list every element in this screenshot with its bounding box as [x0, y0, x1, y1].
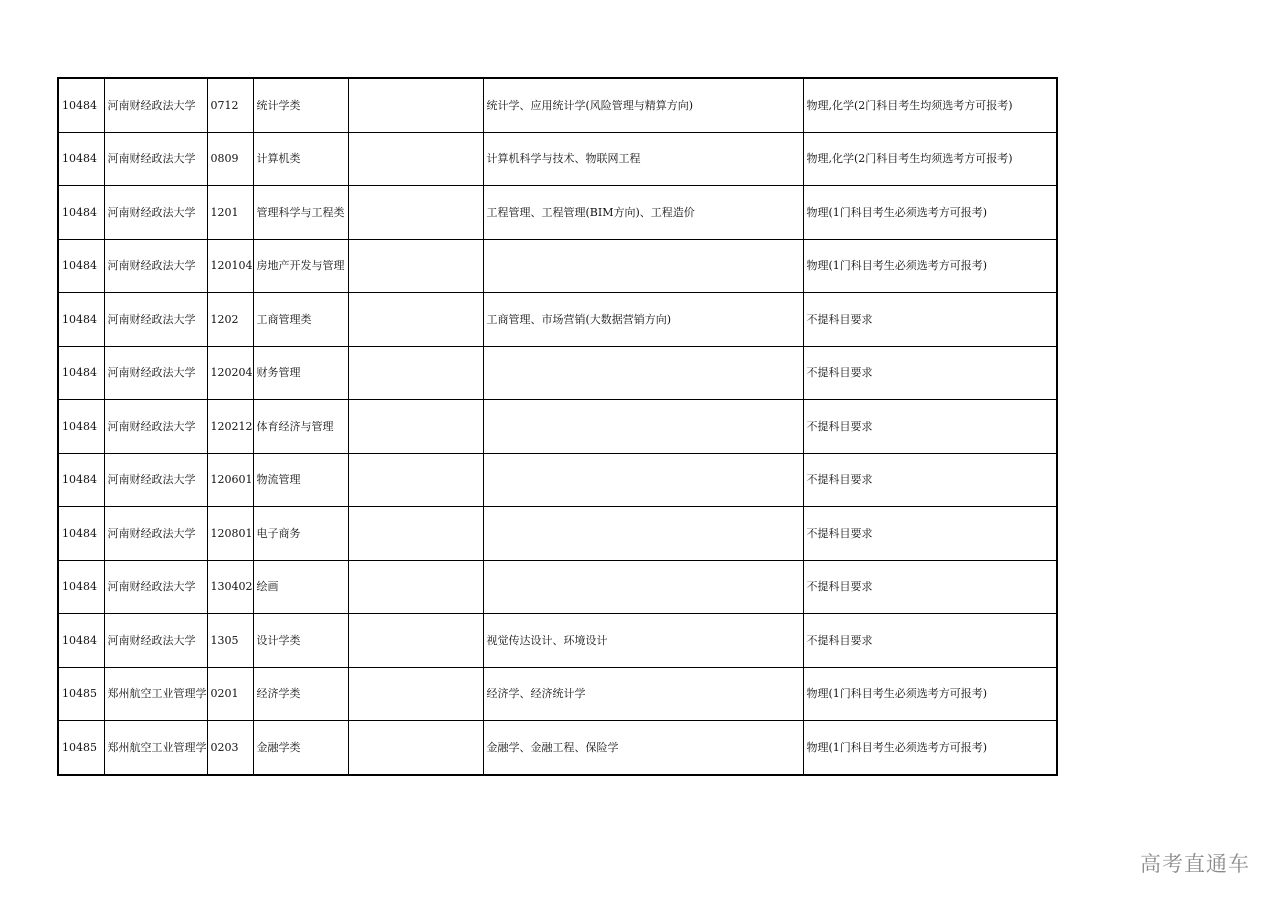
school-code-cell: 10484: [58, 400, 104, 454]
school-name-cell: 河南财经政法大学: [104, 78, 207, 132]
note-cell: [348, 614, 483, 668]
table-row: [58, 78, 1057, 132]
school-code-cell: 10485: [58, 721, 104, 775]
note-cell: [348, 507, 483, 561]
school-name-cell: 河南财经政法大学: [104, 400, 207, 454]
note-cell: [348, 560, 483, 614]
school-name-cell: 河南财经政法大学: [104, 614, 207, 668]
school-code-cell: 10484: [58, 560, 104, 614]
included-majors-cell: 工商管理、市场营销(大数据营销方向): [483, 293, 803, 347]
school-code-cell: 10484: [58, 239, 104, 293]
school-name-cell: 河南财经政法大学: [104, 293, 207, 347]
school-code-cell: 10484: [58, 78, 104, 132]
table-row: [58, 667, 1057, 721]
school-code-cell: 10484: [58, 346, 104, 400]
school-code-cell: 10484: [58, 507, 104, 561]
table-row: [58, 346, 1057, 400]
major-name-cell: 电子商务: [253, 507, 348, 561]
included-majors-cell: 计算机科学与技术、物联网工程: [483, 132, 803, 186]
table-row: [58, 293, 1057, 347]
school-name-cell: 河南财经政法大学: [104, 132, 207, 186]
watermark: 高考直通车: [1140, 852, 1250, 876]
note-cell: [348, 721, 483, 775]
major-code-cell: 130402: [207, 560, 253, 614]
included-majors-cell: 工程管理、工程管理(BIM方向)、工程造价: [483, 186, 803, 240]
included-majors-cell: [483, 507, 803, 561]
subject-requirement-cell: 物理,化学(2门科目考生均须选考方可报考): [803, 132, 1057, 186]
note-cell: [348, 132, 483, 186]
major-name-cell: 物流管理: [253, 453, 348, 507]
major-requirements-table: [57, 77, 1058, 776]
included-majors-cell: 金融学、金融工程、保险学: [483, 721, 803, 775]
table-body: [58, 78, 1057, 775]
included-majors-cell: [483, 239, 803, 293]
table-row: [58, 721, 1057, 775]
major-name-cell: 管理科学与工程类: [253, 186, 348, 240]
school-name-cell: 河南财经政法大学: [104, 239, 207, 293]
subject-requirement-cell: 物理(1门科目考生必须选考方可报考): [803, 721, 1057, 775]
school-code-cell: 10484: [58, 293, 104, 347]
table-row: [58, 239, 1057, 293]
school-code-cell: 10484: [58, 614, 104, 668]
subject-requirement-cell: 物理,化学(2门科目考生均须选考方可报考): [803, 78, 1057, 132]
included-majors-cell: [483, 453, 803, 507]
included-majors-cell: [483, 346, 803, 400]
table-row: [58, 614, 1057, 668]
note-cell: [348, 186, 483, 240]
major-name-cell: 绘画: [253, 560, 348, 614]
major-code-cell: 120104: [207, 239, 253, 293]
note-cell: [348, 78, 483, 132]
school-code-cell: 10484: [58, 132, 104, 186]
included-majors-cell: [483, 560, 803, 614]
subject-requirement-cell: 不提科目要求: [803, 453, 1057, 507]
major-name-cell: 体育经济与管理: [253, 400, 348, 454]
major-name-cell: 计算机类: [253, 132, 348, 186]
note-cell: [348, 400, 483, 454]
table-row: [58, 186, 1057, 240]
included-majors-cell: 视觉传达设计、环境设计: [483, 614, 803, 668]
note-cell: [348, 239, 483, 293]
subject-requirement-cell: 物理(1门科目考生必须选考方可报考): [803, 239, 1057, 293]
table-row: [58, 560, 1057, 614]
major-code-cell: 1202: [207, 293, 253, 347]
subject-requirement-cell: 物理(1门科目考生必须选考方可报考): [803, 667, 1057, 721]
table-row: [58, 132, 1057, 186]
note-cell: [348, 346, 483, 400]
subject-requirement-cell: 物理(1门科目考生必须选考方可报考): [803, 186, 1057, 240]
table-row: [58, 507, 1057, 561]
school-name-cell: 河南财经政法大学: [104, 453, 207, 507]
major-code-cell: 1201: [207, 186, 253, 240]
school-code-cell: 10484: [58, 186, 104, 240]
included-majors-cell: 统计学、应用统计学(风险管理与精算方向): [483, 78, 803, 132]
school-code-cell: 10484: [58, 453, 104, 507]
major-name-cell: 财务管理: [253, 346, 348, 400]
subject-requirement-cell: 不提科目要求: [803, 507, 1057, 561]
major-name-cell: 房地产开发与管理: [253, 239, 348, 293]
subject-requirement-cell: 不提科目要求: [803, 614, 1057, 668]
table-row: [58, 453, 1057, 507]
major-code-cell: 0201: [207, 667, 253, 721]
subject-requirement-cell: 不提科目要求: [803, 400, 1057, 454]
major-name-cell: 设计学类: [253, 614, 348, 668]
note-cell: [348, 667, 483, 721]
school-name-cell: 河南财经政法大学: [104, 346, 207, 400]
school-code-cell: 10485: [58, 667, 104, 721]
major-code-cell: 120204: [207, 346, 253, 400]
school-name-cell: 河南财经政法大学: [104, 560, 207, 614]
major-name-cell: 经济学类: [253, 667, 348, 721]
school-name-cell: 河南财经政法大学: [104, 186, 207, 240]
major-code-cell: 120212: [207, 400, 253, 454]
major-name-cell: 统计学类: [253, 78, 348, 132]
note-cell: [348, 293, 483, 347]
school-name-cell: 郑州航空工业管理学: [104, 721, 207, 775]
major-code-cell: 0203: [207, 721, 253, 775]
major-name-cell: 金融学类: [253, 721, 348, 775]
school-name-cell: 河南财经政法大学: [104, 507, 207, 561]
subject-requirement-cell: 不提科目要求: [803, 560, 1057, 614]
included-majors-cell: 经济学、经济统计学: [483, 667, 803, 721]
subject-requirement-cell: 不提科目要求: [803, 293, 1057, 347]
school-name-cell: 郑州航空工业管理学: [104, 667, 207, 721]
major-name-cell: 工商管理类: [253, 293, 348, 347]
major-code-cell: 0809: [207, 132, 253, 186]
major-code-cell: 120801: [207, 507, 253, 561]
major-code-cell: 1305: [207, 614, 253, 668]
subject-requirement-cell: 不提科目要求: [803, 346, 1057, 400]
major-code-cell: 0712: [207, 78, 253, 132]
table-row: [58, 400, 1057, 454]
major-code-cell: 120601: [207, 453, 253, 507]
note-cell: [348, 453, 483, 507]
included-majors-cell: [483, 400, 803, 454]
